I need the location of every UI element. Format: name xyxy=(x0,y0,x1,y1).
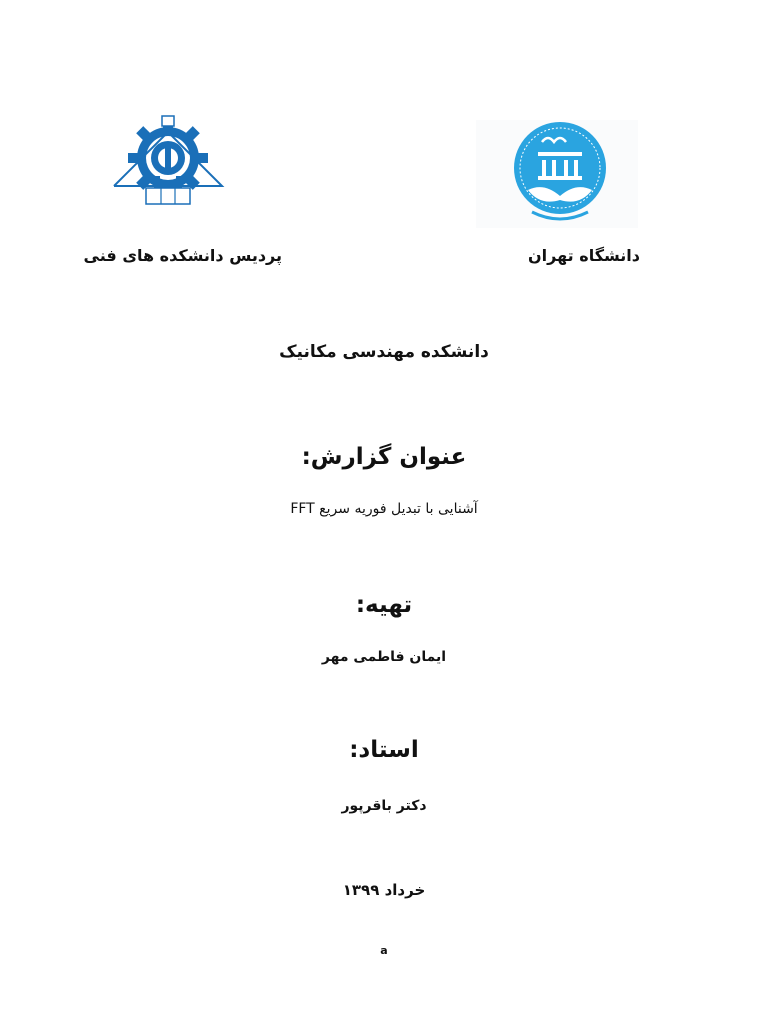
university-of-tehran-logo-icon xyxy=(512,120,608,224)
prepared-by-label: تهیه: xyxy=(355,592,413,618)
report-title: آشنایی با تبدیل فوریه سریع FFT xyxy=(290,501,478,517)
page-number: a xyxy=(380,944,388,957)
campus-name: پردیس دانشکده های فنی xyxy=(83,246,282,265)
faculty-name: دانشکده مهندسی مکانیک xyxy=(279,342,489,362)
report-title-label: عنوان گزارش: xyxy=(301,444,467,470)
professor-label: استاد: xyxy=(349,737,419,763)
report-date: خرداد ۱۳۹۹ xyxy=(342,881,426,899)
author-name: ایمان فاطمی مهر xyxy=(321,649,447,665)
professor-name: دکتر باقرپور xyxy=(341,798,427,814)
university-logo-area xyxy=(476,120,638,228)
university-name: دانشگاه تهران xyxy=(528,246,640,265)
engineering-faculty-logo-icon xyxy=(108,114,228,214)
